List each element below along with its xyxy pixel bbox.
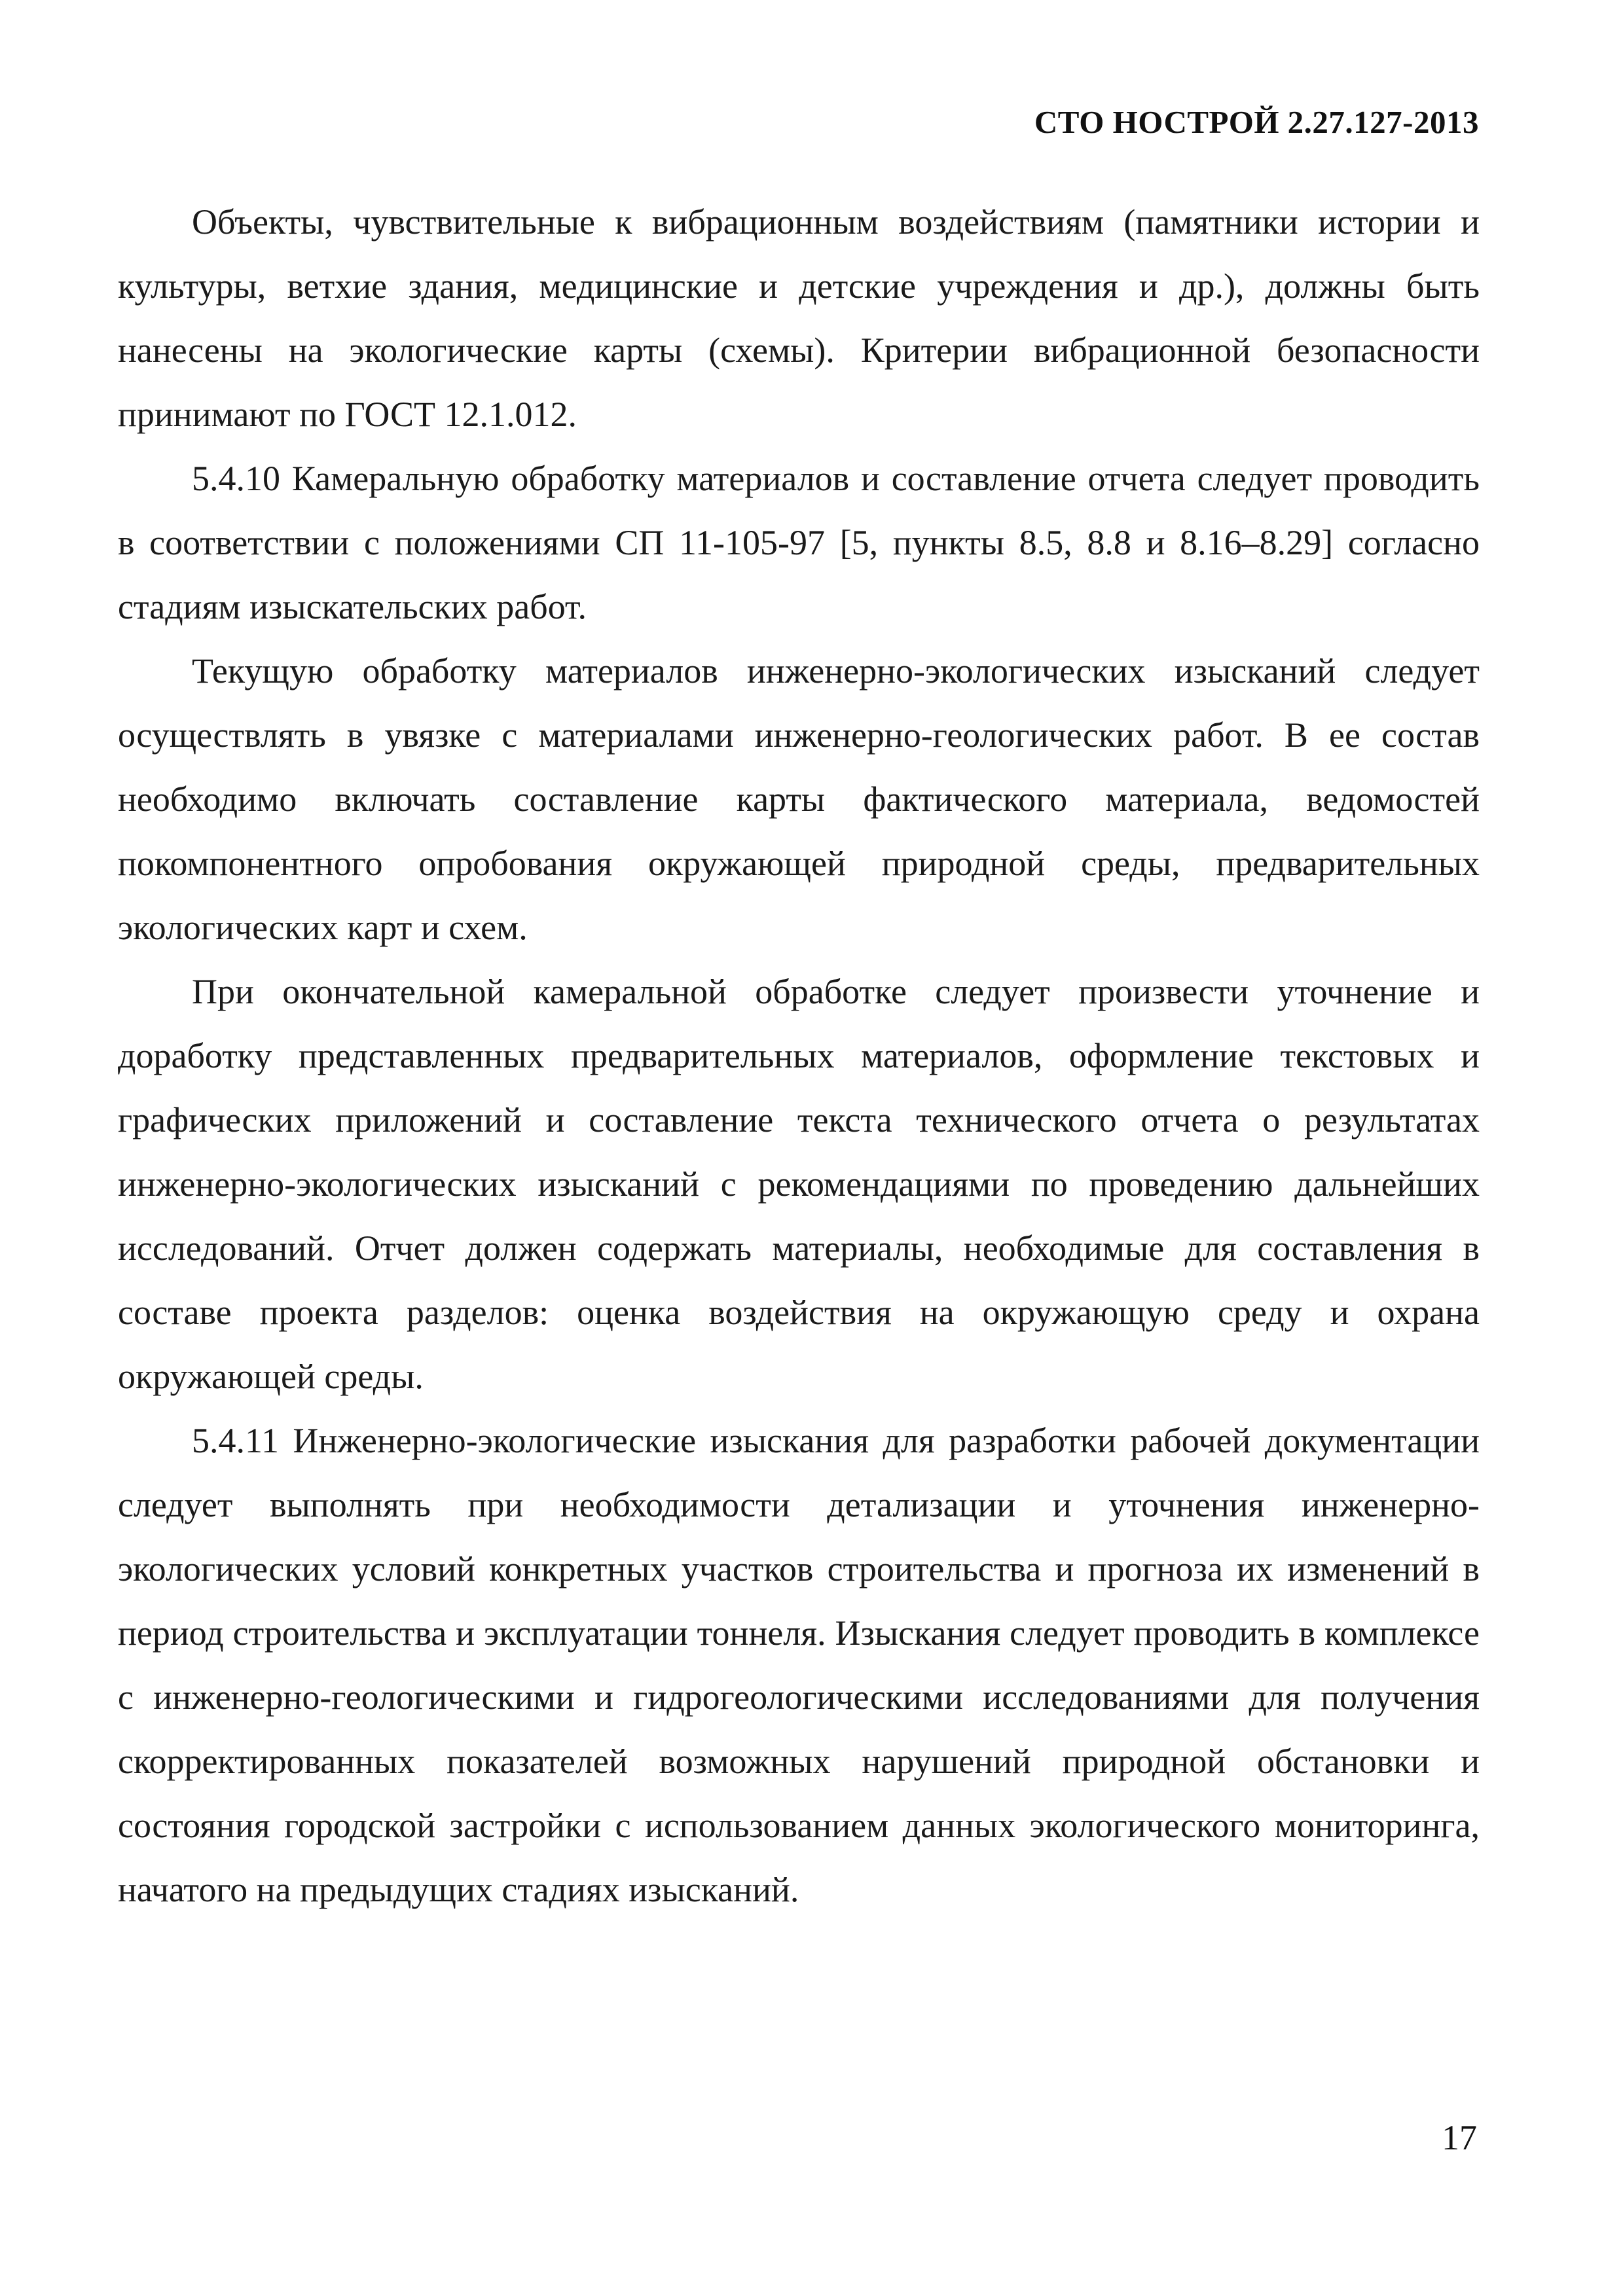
paragraph-current-processing: Текущую обработку материалов инженерно-экологических изысканий следует осуществлять в увязке с материалами инженерно-геологических работ. В ее состав необходимо включать составление карты фактического материала, ведомостей покомпонентного опробования окружающей природной среды, предварительных экологических карт и схем.: [118, 651, 1480, 947]
paragraph-final-processing: При окончательной камеральной обработке следует произвести уточнение и доработку представленных предварительных материалов, оформление текстовых и графических приложений и составление текста технического отчета о результатах инженерно-экологических изысканий с рекомендациями по проведению дальнейших исследований. Отчет должен содержать материалы, необходимые для составления в составе проекта разделов: оценка воздействия на окружающую среду и охрана окружающей среды.: [118, 972, 1480, 1396]
page-number: 17: [1442, 2118, 1477, 2157]
document-body: [118, 190, 1480, 1922]
paragraph-5-4-11-working-documentation: 5.4.11 Инженерно-экологические изыскания для разработки рабочей документации следует выполнять при необходимости детализации и уточнения инженерно-экологических условий конкретных участков строительства и прогноза их изменений в период строительства и эксплуатации тоннеля. Изыскания следует проводить в комплексе с инженерно-геологическими и гидрогеологическими исследованиями для получения скорректированных показателей возможных нарушений природной обстановки и состояния городской застройки с использованием данных экологического мониторинга, начатого на предыдущих стадиях изысканий.: [118, 1421, 1480, 1909]
document-code-header: СТО НОСТРОЙ 2.27.127-2013: [1034, 104, 1479, 140]
paragraph-5-4-10-office-processing: 5.4.10 Камеральную обработку материалов и составление отчета следует проводить в соответствии с положениями СП 11-105-97 [5, пункты 8.5, 8.8 и 8.16–8.29] согласно стадиям изыскательских работ.: [118, 459, 1480, 626]
paragraph-vibration-objects: Объекты, чувствительные к вибрационным воздействиям (памятники истории и культуры, ветхие здания, медицинские и детские учреждения и др.), должны быть нанесены на экологические карты (схемы). Критерии вибрационной безопасности принимают по ГОСТ 12.1.012.: [118, 202, 1480, 434]
